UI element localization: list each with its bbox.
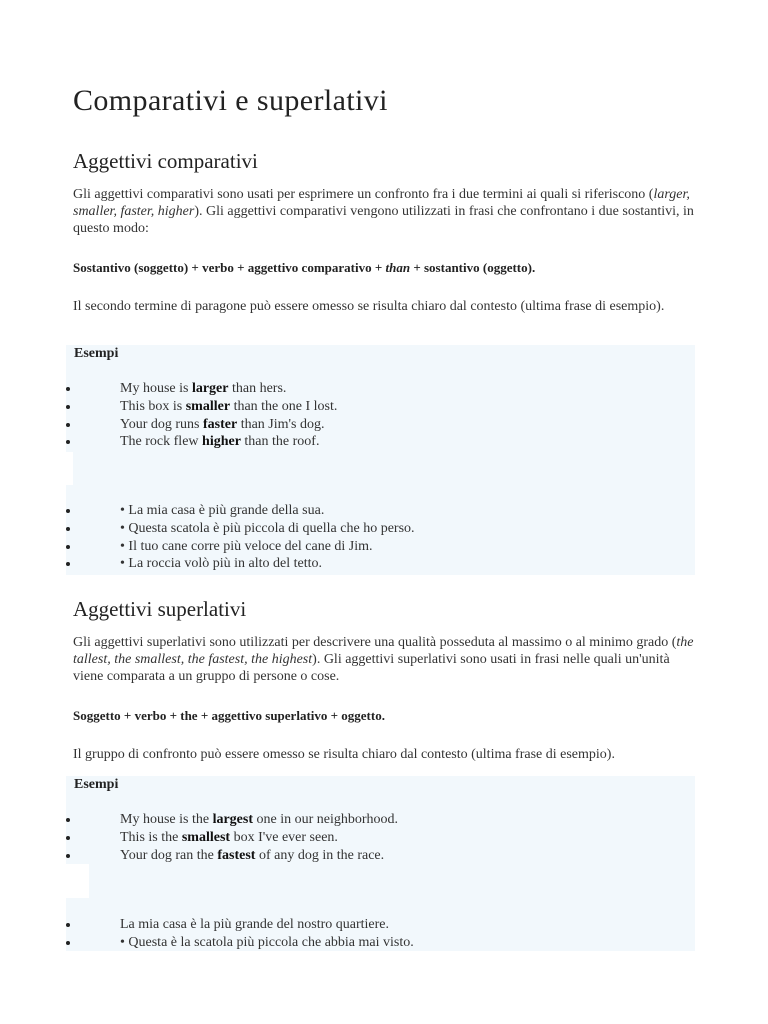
bullet-icon [66,836,70,840]
italic-run: than [385,260,411,275]
section-heading-comparativi: Aggettivi comparativi [73,149,258,173]
text-run: of any dog in the race. [255,847,385,863]
text-run: My house is the [120,812,213,827]
bold-run: largest [212,812,253,827]
list-item-text [120,416,325,434]
list-item-text [120,934,414,952]
bullet-icon [66,562,70,566]
text-run: Soggetto + verbo + the + aggettivo superlativo + oggetto. [73,708,385,723]
spacer [66,452,73,485]
text-run: ). Gli aggettivi comparativi vengono utilizzati in frasi che confrontano i due sostantivi, in questo modo: [73,204,694,236]
text-run: than hers. [228,381,287,396]
text-run: + sostantivo (oggetto). [410,260,536,275]
text-run: one in our neighborhood. [253,812,399,827]
text-run: Your dog ran the [120,847,218,863]
bullet-icon [66,545,70,549]
bullet-icon [66,387,70,391]
bold-run: higher [202,434,241,450]
list-item-text [120,398,337,416]
page-title: Comparativi e superlativi [73,84,388,117]
bullet-icon [66,941,70,945]
text-run: La mia casa è la più grande del nostro quartiere. [120,917,389,932]
bullet-icon [66,923,70,927]
comparativi-formula [73,260,535,276]
list-item-text [120,555,322,573]
bullet-icon [66,818,70,822]
bold-run: larger [191,381,229,396]
text-run: Sostantivo (soggetto) + verbo + aggettivo comparativo + [73,260,386,275]
list-item-text [120,916,389,934]
text-run: My house is [120,381,192,396]
examples-label: Esempi [74,346,119,361]
list-item-text [120,829,338,847]
comparativi-examples-box [66,345,695,575]
text-run: This box is [120,398,186,414]
bullet-icon [66,440,70,444]
text-run: • La mia casa è più grande della sua. [120,503,325,518]
spacer [66,864,89,898]
superlativi-examples-box [66,776,695,951]
superlativi-intro [73,634,703,685]
text-run: • Il tuo cane corre più veloce del cane di Jim. [120,538,373,554]
text-run: than the one I lost. [230,398,338,414]
comparativi-note: Il secondo termine di paragone può essere omesso se risulta chiaro dal contesto (ultima frase di esempio). [73,299,665,314]
list-item-text [120,538,373,556]
bullet-icon [66,405,70,409]
comparativi-intro [73,186,703,237]
bold-run: smaller [185,398,231,414]
bullet-icon [66,509,70,513]
list-item-text [120,380,286,398]
bold-run: smallest [181,829,231,845]
bullet-icon [66,854,70,858]
text-run: • Questa scatola è più piccola di quella che ho perso. [120,520,415,536]
text-run: The rock flew [120,434,203,450]
text-run: Your dog runs [120,416,203,432]
text-run: • Questa è la scatola più piccola che abbia mai visto. [120,934,414,950]
superlativi-formula [73,708,385,724]
list-item-text [120,847,384,865]
text-run: Gli aggettivi comparativi sono usati per esprimere un confronto fra i due termini ai quali si riferiscono ( [73,187,654,202]
text-run: box I've ever seen. [230,829,338,845]
superlativi-note: Il gruppo di confronto può essere omesso se risulta chiaro dal contesto (ultima frase di esempio). [73,747,615,762]
text-run: • La roccia volò più in alto del tetto. [120,556,323,572]
section-heading-superlativi: Aggettivi superlativi [73,597,247,621]
bold-run: fastest [217,847,256,863]
text-run: than the roof. [240,434,320,450]
examples-label: Esempi [74,777,119,792]
list-item-text [120,502,324,520]
text-run: This is the [120,829,182,845]
list-item-text [120,433,319,451]
bold-run: faster [202,416,238,432]
bullet-icon [66,527,70,531]
text-run: Gli aggettivi superlativi sono utilizzati per descrivere una qualità posseduta al massimo o al minimo grado ( [73,635,677,650]
list-item-text [120,520,415,538]
list-item-text [120,811,398,829]
italic-run: the tallest, the smallest, the fastest, the highest [73,635,694,667]
bullet-icon [66,423,70,427]
text-run: ). Gli aggettivi superlativi sono usati in frasi nelle quali un'unità viene comparata a un gruppo di persone o cose. [73,652,670,684]
text-run: than Jim's dog. [237,416,325,432]
italic-run: larger, smaller, faster, higher [73,187,690,219]
